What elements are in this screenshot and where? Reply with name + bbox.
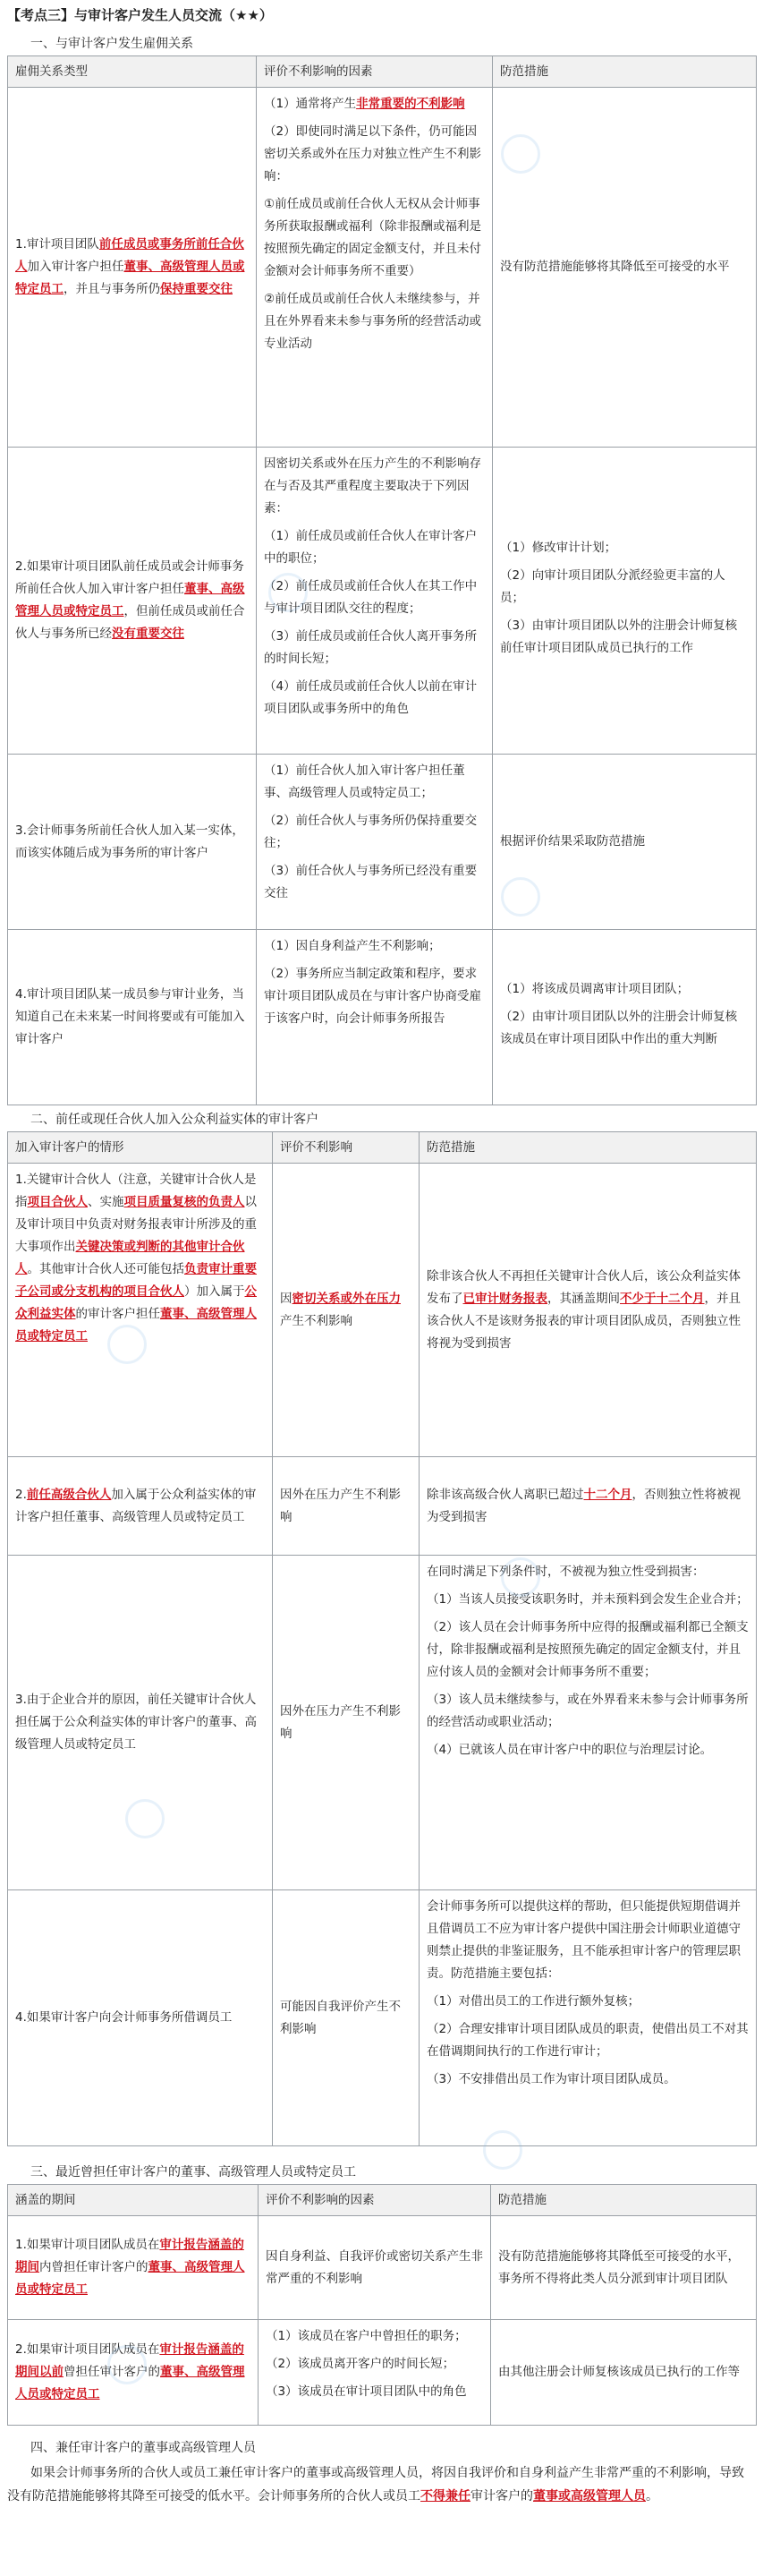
table-header-row bbox=[8, 1132, 757, 1164]
table-header-row bbox=[8, 56, 757, 88]
safeguard-cell: 由其他注册会计师复核该成员已执行的工作等 bbox=[491, 2320, 757, 2426]
employment-type-cell: 2.如果审计项目团队前任成员或会计师事务所前任合伙人加入审计客户担任董事、高级管理人员或特定员工，但前任成员或前任合伙人与事务所已经没有重要交往 bbox=[8, 448, 257, 755]
safeguard-cell: 会计师事务所可以提供这样的帮助，但只能提供短期借调并且借调员工不应为审计客户提供中国注册会计师职业道德守则禁止提供的非鉴证服务，且不能承担审计客户的管理层职责。防范措施主要包括： （1）对借出员工的工作进行额外复核； （2）合理安排审计项目团队成员的职责，使借出员工不对其在借调期间执行的工作进行审计； （3）不安排借出员工作为审计项目团队成员。 bbox=[420, 1890, 757, 2146]
section-heading-2: 二、前任或现任合伙人加入公众利益实体的审计客户 bbox=[30, 1113, 318, 1127]
factor-cell: 因自身利益、自我评价或密切关系产生非常严重的不利影响 bbox=[259, 2216, 491, 2320]
impact-cell: 可能因自我评价产生不利影响 bbox=[273, 1890, 420, 2146]
impact-cell: 因外在压力产生不利影响 bbox=[273, 1457, 420, 1556]
employment-type-cell: 3.会计师事务所前任合伙人加入某一实体，而该实体随后成为事务所的审计客户 bbox=[8, 755, 257, 930]
situation-cell: 4.如果审计客户向会计师事务所借调员工 bbox=[8, 1890, 273, 2146]
section-heading-1: 一、与审计客户发生雇佣关系 bbox=[30, 37, 193, 51]
factor-cell: （1）通常将产生非常重要的不利影响 （2）即使同时满足以下条件，仍可能因密切关系或外在压力对独立性产生不利影响： ①前任成员或前任合伙人无权从会计师事务所获取报酬或福利（除非报酬或福利是按照预先确定的固定金额支付，并且未付金额对会计师事务所不重要） ②前任成员或前任合伙人未继续参与，并且在外界看来未参与事务所的经营活动或专业活动 bbox=[257, 88, 493, 448]
employment-type-cell: 4.审计项目团队某一成员参与审计业务，当知道自己在未来某一时间将要或有可能加入审计客户 bbox=[8, 930, 257, 1105]
column-header: 雇佣关系类型 bbox=[8, 56, 257, 88]
safeguard-cell: 在同时满足下列条件时，不被视为独立性受到损害： （1）当该人员接受该职务时，并未预料到会发生企业合并； （2）该人员在会计师事务所中应得的报酬或福利都已全额支付，除非报酬或福利是按照预先确定的固定金额支付，并且应付该人员的金额对会计师事务所不重要； （3）该人员未继续参与，或在外界看来未参与会计师事务所的经营活动或职业活动； （4）已就该人员在审计客户中的职位与治理层讨论。 bbox=[420, 1556, 757, 1890]
page-title: 【考点三】与审计客户发生人员交流（★★） bbox=[7, 7, 273, 23]
column-header: 涵盖的期间 bbox=[8, 2185, 259, 2216]
column-header: 防范措施 bbox=[491, 2185, 757, 2216]
employment-type-cell: 1.审计项目团队前任成员或事务所前任合伙人加入审计客户担任董事、高级管理人员或特定员工，并且与事务所仍保持重要交往 bbox=[8, 88, 257, 448]
factor-cell: （1）因自身利益产生不利影响； （2）事务所应当制定政策和程序，要求审计项目团队成员在与审计客户协商受雇于该客户时，向会计师事务所报告 bbox=[257, 930, 493, 1105]
section-heading-4: 四、兼任审计客户的董事或高级管理人员 bbox=[30, 2441, 256, 2455]
impact-cell: 因密切关系或外在压力产生不利影响 bbox=[273, 1164, 420, 1457]
column-header: 加入审计客户的情形 bbox=[8, 1132, 273, 1164]
column-header: 评价不利影响 bbox=[273, 1132, 420, 1164]
safeguard-cell: 没有防范措施能够将其降低至可接受的水平 bbox=[493, 88, 757, 448]
factor-cell: （1）前任合伙人加入审计客户担任董事、高级管理人员或特定员工； （2）前任合伙人与事务所仍保持重要交往； （3）前任合伙人与事务所已经没有重要交往 bbox=[257, 755, 493, 930]
table-row bbox=[8, 1164, 757, 1457]
safeguard-cell: 根据评价结果采取防范措施 bbox=[493, 755, 757, 930]
table-row bbox=[8, 1890, 757, 2146]
safeguard-cell: 除非该高级合伙人离职已超过十二个月，否则独立性将被视为受到损害 bbox=[420, 1457, 757, 1556]
situation-cell: 3.由于企业合并的原因，前任关键审计合伙人担任属于公众利益实体的审计客户的董事、高级管理人员或特定员工 bbox=[8, 1556, 273, 1890]
table-row bbox=[8, 2216, 757, 2320]
table-row bbox=[8, 448, 757, 755]
section-heading-3: 三、最近曾担任审计客户的董事、高级管理人员或特定员工 bbox=[30, 2165, 356, 2179]
situation-cell: 2.前任高级合伙人加入属于公众利益实体的审计客户担任董事、高级管理人员或特定员工 bbox=[8, 1457, 273, 1556]
table-row bbox=[8, 1556, 757, 1890]
safeguard-cell: （1）修改审计计划； （2）向审计项目团队分派经验更丰富的人员； （3）由审计项目团队以外的注册会计师复核前任审计项目团队成员已执行的工作 bbox=[493, 448, 757, 755]
factor-cell: （1）该成员在客户中曾担任的职务； （2）该成员离开客户的时间长短； （3）该成员在审计项目团队中的角色 bbox=[259, 2320, 491, 2426]
table-header-row bbox=[8, 2185, 757, 2216]
partner-join-table bbox=[7, 1131, 757, 2146]
table-row bbox=[8, 2320, 757, 2426]
safeguard-cell: （1）将该成员调离审计项目团队； （2）由审计项目团队以外的注册会计师复核该成员在审计项目团队中作出的重大判断 bbox=[493, 930, 757, 1105]
factor-cell: 因密切关系或外在压力产生的不利影响存在与否及其严重程度主要取决于下列因素： （1）前任成员或前任合伙人在审计客户中的职位； （2）前任成员或前任合伙人在其工作中与审计项目团队交往的程度； （3）前任成员或前任合伙人离开事务所的时间长短； （4）前任成员或前任合伙人以前在审计项目团队或事务所中的角色 bbox=[257, 448, 493, 755]
table-row bbox=[8, 930, 757, 1105]
concurrent-post-paragraph: 如果会计师事务所的合伙人或员工兼任审计客户的董事或高级管理人员，将因自我评价和自身利益产生非常严重的不利影响，导致没有防范措施能够将其降至可接受的低水平。会计师事务所的合伙人或员工不得兼任审计客户的董事或高级管理人员。 bbox=[7, 2466, 744, 2503]
column-header: 防范措施 bbox=[420, 1132, 757, 1164]
situation-cell: 1.关键审计合伙人（注意，关键审计合伙人是指项目合伙人、实施项目质量复核的负责人以及审计项目中负责对财务报表审计所涉及的重大事项作出关键决策或判断的其他审计合伙人。其他审计合伙人还可能包括负责审计重要子公司或分支机构的项目合伙人）加入属于公众利益实体的审计客户担任董事、高级管理人员或特定员工 bbox=[8, 1164, 273, 1457]
period-cell: 1.如果审计项目团队成员在审计报告涵盖的期间内曾担任审计客户的董事、高级管理人员或特定员工 bbox=[8, 2216, 259, 2320]
column-header: 防范措施 bbox=[493, 56, 757, 88]
column-header: 评价不利影响的因素 bbox=[257, 56, 493, 88]
impact-cell: 因外在压力产生不利影响 bbox=[273, 1556, 420, 1890]
safeguard-cell: 除非该合伙人不再担任关键审计合伙人后，该公众利益实体发布了已审计财务报表，其涵盖期间不少于十二个月，并且该合伙人不是该财务报表的审计项目团队成员，否则独立性将视为受到损害 bbox=[420, 1164, 757, 1457]
table-row bbox=[8, 88, 757, 448]
period-cell: 2.如果审计项目团队成员在审计报告涵盖的期间以前曾担任审计客户的董事、高级管理人员或特定员工 bbox=[8, 2320, 259, 2426]
former-officer-table bbox=[7, 2184, 757, 2426]
table-row bbox=[8, 755, 757, 930]
safeguard-cell: 没有防范措施能够将其降低至可接受的水平，事务所不得将此类人员分派到审计项目团队 bbox=[491, 2216, 757, 2320]
employment-table bbox=[7, 55, 757, 1105]
column-header: 评价不利影响的因素 bbox=[259, 2185, 491, 2216]
table-row bbox=[8, 1457, 757, 1556]
